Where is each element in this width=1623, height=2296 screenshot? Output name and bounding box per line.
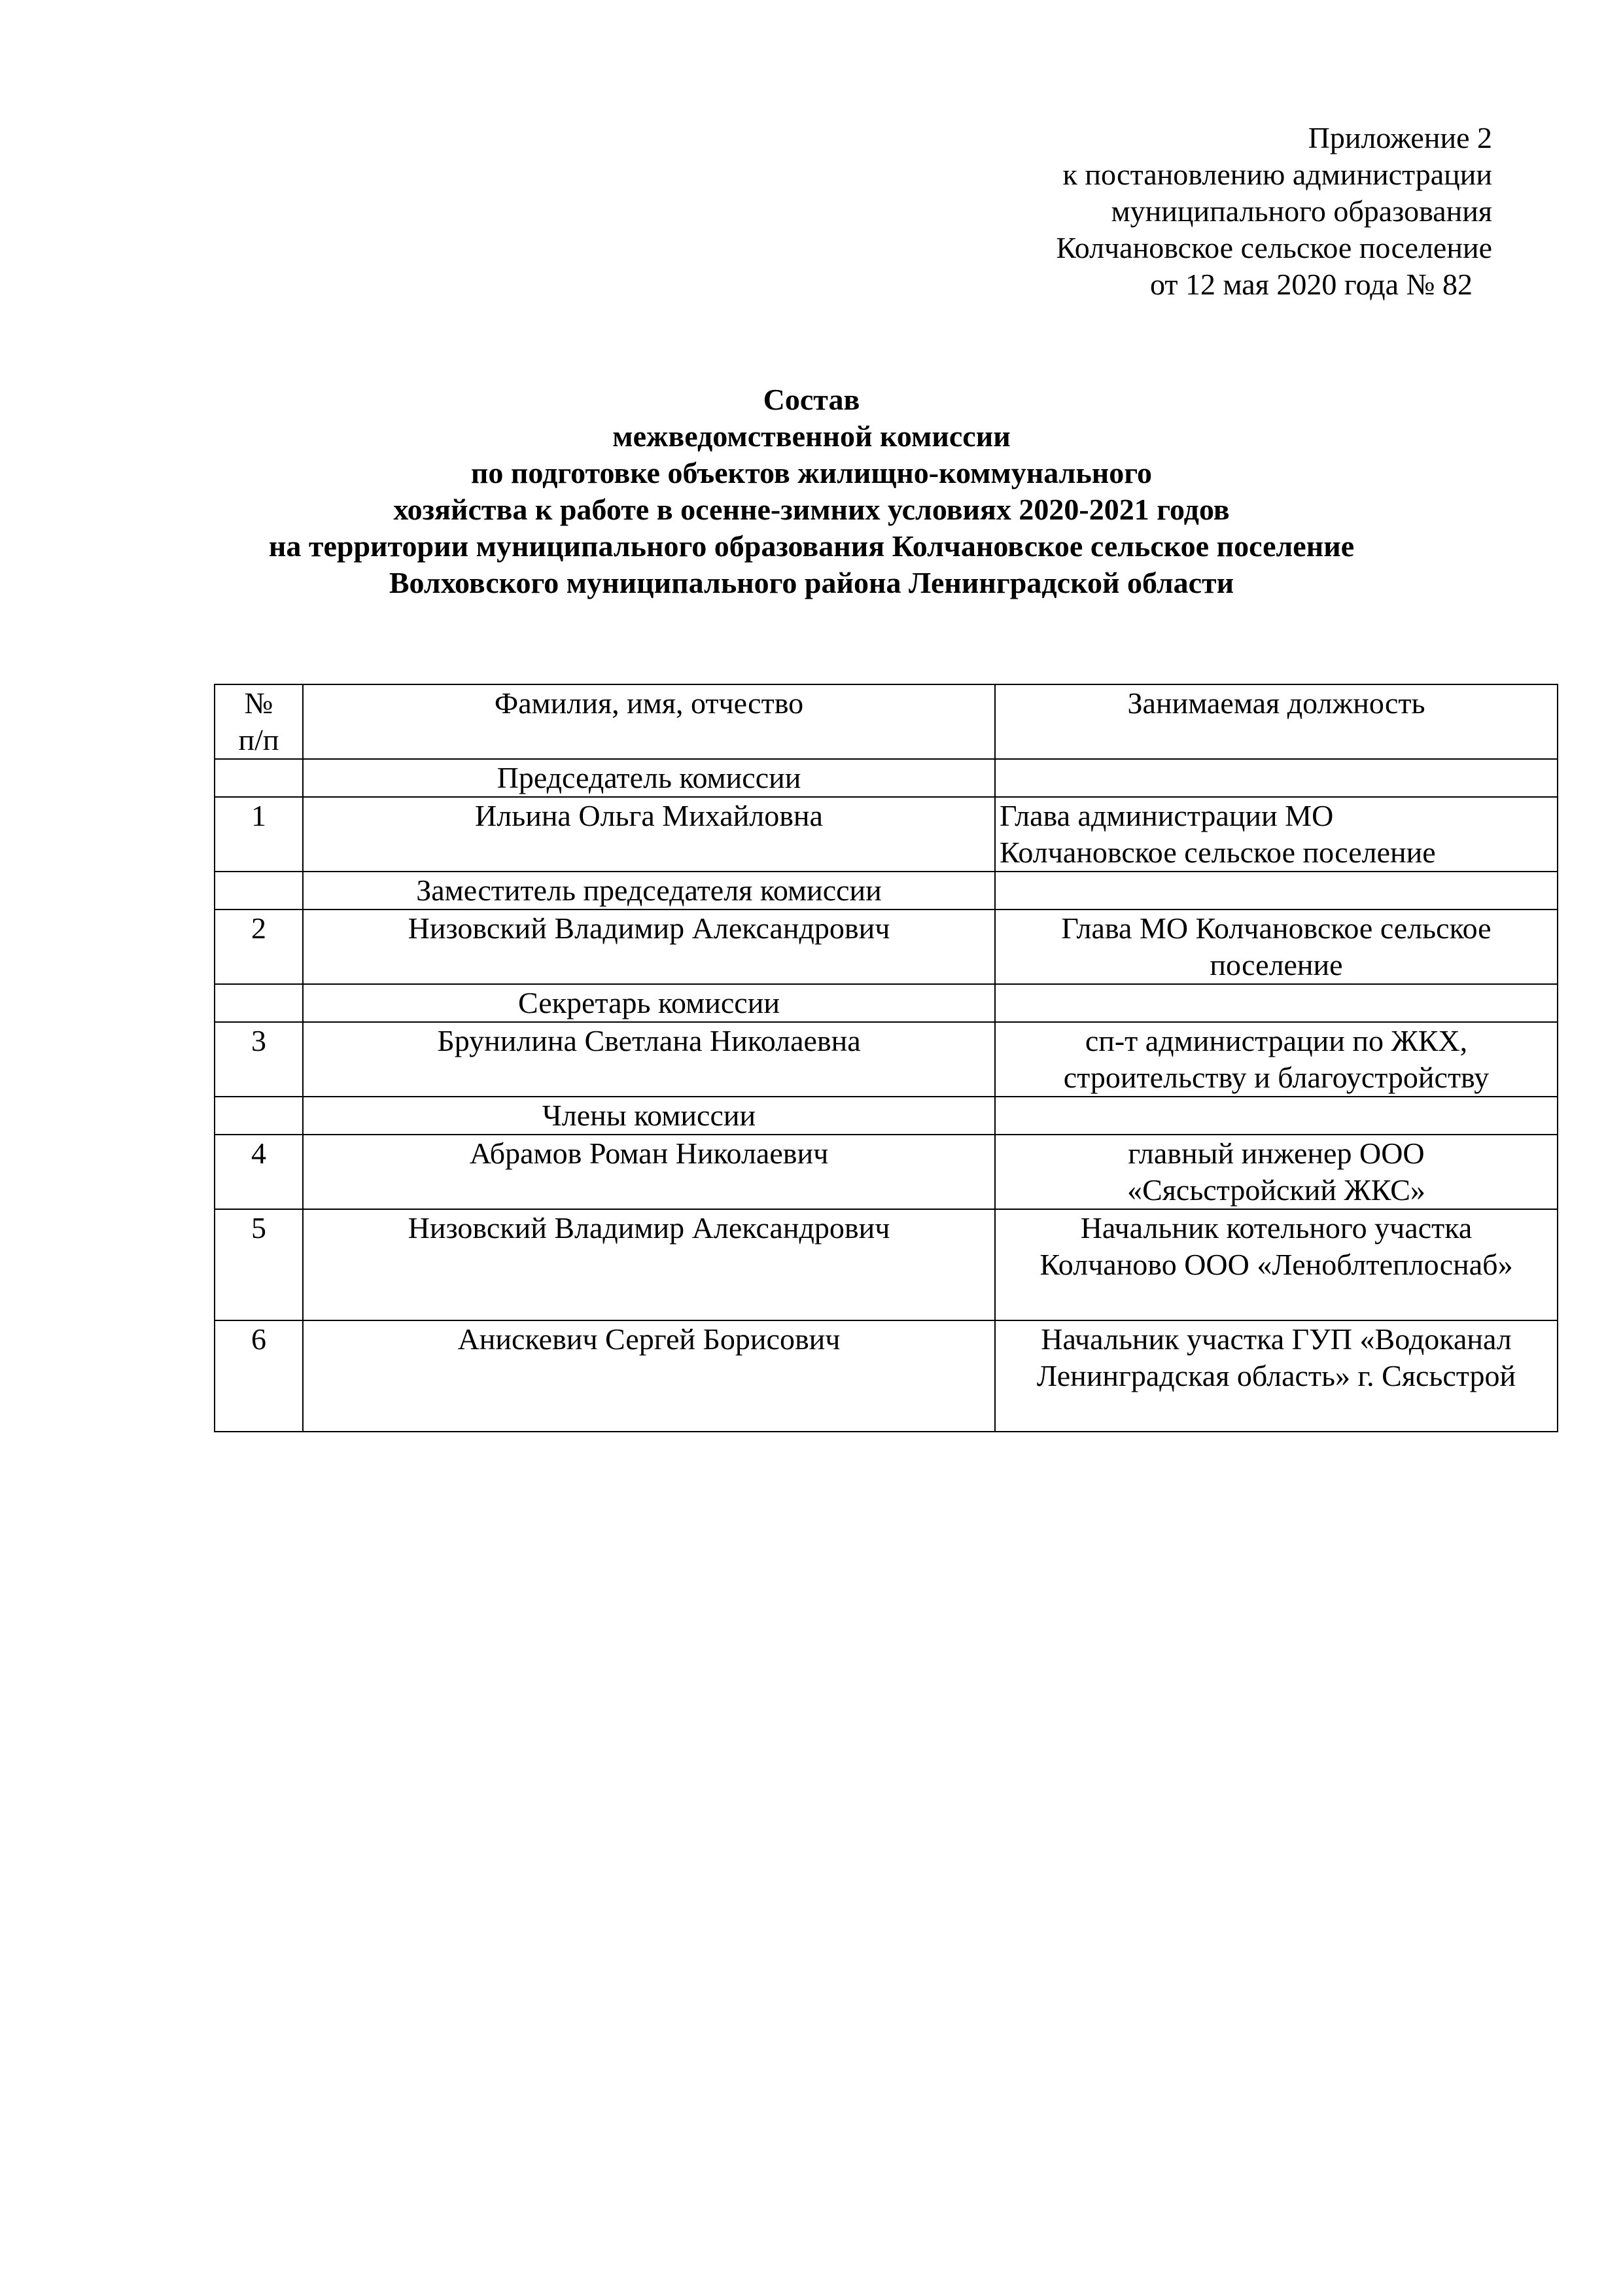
table-row xyxy=(215,1135,1558,1209)
appendix-line: Приложение 2 xyxy=(1308,121,1492,154)
title-line: Состав xyxy=(763,383,860,416)
row-number: 4 xyxy=(215,1135,303,1209)
row-position xyxy=(995,797,1558,872)
row-name: Ильина Ольга Михайловна xyxy=(303,797,995,872)
position-line: главный инженер ООО xyxy=(1128,1137,1425,1170)
row-name: Низовский Владимир Александрович xyxy=(303,910,995,984)
table-row xyxy=(215,910,1558,984)
table-header-row xyxy=(215,684,1558,759)
appendix-line: Колчановское сельское поселение xyxy=(1056,231,1492,264)
appendix-block xyxy=(838,120,1492,303)
position-line: Колчановское сельское поселение xyxy=(1000,836,1436,869)
title-line: на территории муниципального образования Колчановское сельское поселение xyxy=(268,529,1355,563)
row-number: 5 xyxy=(215,1209,303,1320)
group-row-members xyxy=(215,1097,1558,1135)
group-position-cell xyxy=(995,759,1558,797)
row-position xyxy=(995,1320,1558,1432)
title-line: по подготовке объектов жилищно-коммунального xyxy=(470,456,1153,489)
appendix-line: муниципального образования xyxy=(1111,194,1492,228)
group-number-cell xyxy=(215,1097,303,1135)
header-number-line: п/п xyxy=(238,723,279,756)
row-position xyxy=(995,1022,1558,1097)
position-line: Начальник участка ГУП «Водоканал xyxy=(1041,1322,1512,1356)
title-line: Волховского муниципального района Ленинградской области xyxy=(389,566,1234,599)
table-row xyxy=(215,1022,1558,1097)
group-label: Председатель комиссии xyxy=(303,759,995,797)
row-name: Брунилина Светлана Николаевна xyxy=(303,1022,995,1097)
position-line: «Сясьстройский ЖКС» xyxy=(1127,1173,1425,1207)
group-row-chairman xyxy=(215,759,1558,797)
appendix-line: к постановлению администрации xyxy=(1062,158,1492,191)
row-position xyxy=(995,1209,1558,1320)
header-name: Фамилия, имя, отчество xyxy=(303,684,995,759)
group-row-secretary xyxy=(215,984,1558,1022)
group-label: Заместитель председателя комиссии xyxy=(303,872,995,910)
title-line: хозяйства к работе в осенне-зимних условиях 2020-2021 годов xyxy=(393,493,1230,526)
row-name: Анискевич Сергей Борисович xyxy=(303,1320,995,1432)
row-number: 6 xyxy=(215,1320,303,1432)
document-title xyxy=(118,381,1505,601)
group-number-cell xyxy=(215,872,303,910)
group-number-cell xyxy=(215,984,303,1022)
header-number xyxy=(215,684,303,759)
row-number: 2 xyxy=(215,910,303,984)
group-row-deputy xyxy=(215,872,1558,910)
position-line: Глава МО Колчановское сельское xyxy=(1061,911,1492,945)
group-label: Члены комиссии xyxy=(303,1097,995,1135)
header-position: Занимаемая должность xyxy=(995,684,1558,759)
group-label: Секретарь комиссии xyxy=(303,984,995,1022)
row-position xyxy=(995,910,1558,984)
position-line: сп-т администрации по ЖКХ, xyxy=(1085,1024,1468,1057)
row-name: Абрамов Роман Николаевич xyxy=(303,1135,995,1209)
table-row xyxy=(215,1209,1558,1320)
position-line: поселение xyxy=(1210,948,1343,981)
row-number: 3 xyxy=(215,1022,303,1097)
group-number-cell xyxy=(215,759,303,797)
commission-members-table xyxy=(214,684,1558,1432)
table-row xyxy=(215,1320,1558,1432)
position-line: Колчаново ООО «Леноблтеплоснаб» xyxy=(1039,1248,1513,1281)
header-number-line: № xyxy=(244,686,273,720)
appendix-line: от 12 мая 2020 года № 82 xyxy=(1150,268,1473,301)
row-name: Низовский Владимир Александрович xyxy=(303,1209,995,1320)
position-line: строительству и благоустройству xyxy=(1063,1061,1490,1094)
table-row xyxy=(215,797,1558,872)
row-number: 1 xyxy=(215,797,303,872)
position-line: Ленинградская область» г. Сясьстрой xyxy=(1036,1359,1516,1392)
position-line: Начальник котельного участка xyxy=(1080,1211,1473,1245)
group-position-cell xyxy=(995,1097,1558,1135)
group-position-cell xyxy=(995,984,1558,1022)
group-position-cell xyxy=(995,872,1558,910)
title-line: межведомственной комиссии xyxy=(612,419,1011,453)
position-line: Глава администрации МО xyxy=(1000,799,1334,832)
row-position xyxy=(995,1135,1558,1209)
